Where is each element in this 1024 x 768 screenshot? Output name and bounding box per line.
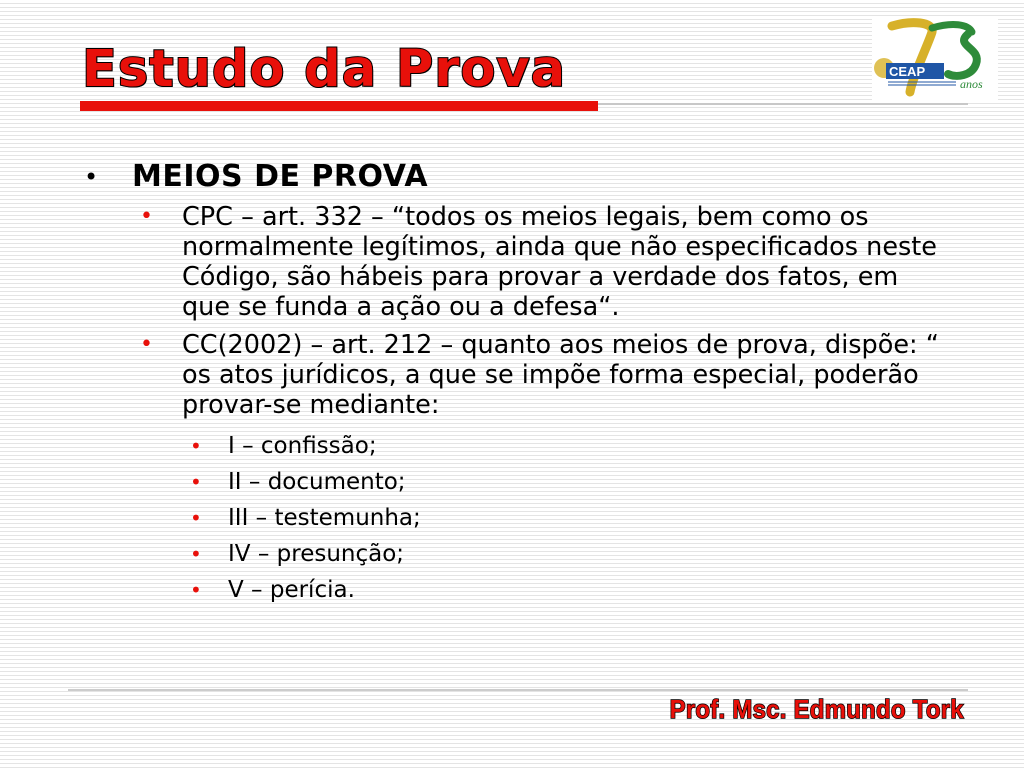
bullet-icon: • — [190, 434, 202, 458]
list-item — [132, 202, 944, 322]
bullet-list — [84, 158, 944, 610]
sub-sub-bullet-list — [182, 430, 944, 610]
item-text: IV – presunção; — [228, 541, 405, 567]
footer-author: Prof. Msc. Edmundo Tork — [669, 694, 964, 724]
bullet-icon: • — [84, 163, 99, 191]
section-heading: MEIOS DE PROVA — [132, 159, 429, 194]
logo-text: CEAP — [889, 64, 926, 79]
bullet-icon: • — [140, 204, 153, 229]
ceap-15-anos-logo — [872, 18, 998, 100]
title-underline — [80, 101, 598, 111]
slide-title: Estudo da Prova — [82, 40, 567, 99]
logo-subtext: anos — [960, 77, 983, 91]
bullet-icon: • — [190, 470, 202, 494]
item-text: CC(2002) – art. 212 – quanto aos meios de prova, dispõe: “ os atos jurídicos, a que se impõe forma especial, poderão provar-se mediante: — [182, 330, 939, 420]
slide-content — [84, 158, 944, 618]
list-item — [182, 466, 944, 502]
bullet-icon: • — [190, 506, 202, 530]
item-text: CPC – art. 332 – “todos os meios legais, bem como os normalmente legítimos, ainda que não especificados neste Código, são hábeis para provar a verdade dos fatos, em que se funda a ação ou a defesa“. — [182, 202, 937, 322]
bullet-icon: • — [140, 332, 153, 357]
list-item-heading — [84, 158, 944, 610]
footer-divider — [68, 689, 968, 691]
list-item — [182, 574, 944, 610]
list-item — [182, 430, 944, 466]
item-text: II – documento; — [228, 469, 406, 495]
list-item — [182, 502, 944, 538]
item-text: V – perícia. — [228, 577, 355, 603]
bullet-icon: • — [190, 578, 202, 602]
item-text: I – confissão; — [228, 433, 377, 459]
sub-bullet-list — [132, 202, 944, 610]
item-text: III – testemunha; — [228, 505, 421, 531]
list-item — [132, 330, 944, 610]
bullet-icon: • — [190, 542, 202, 566]
list-item — [182, 538, 944, 574]
